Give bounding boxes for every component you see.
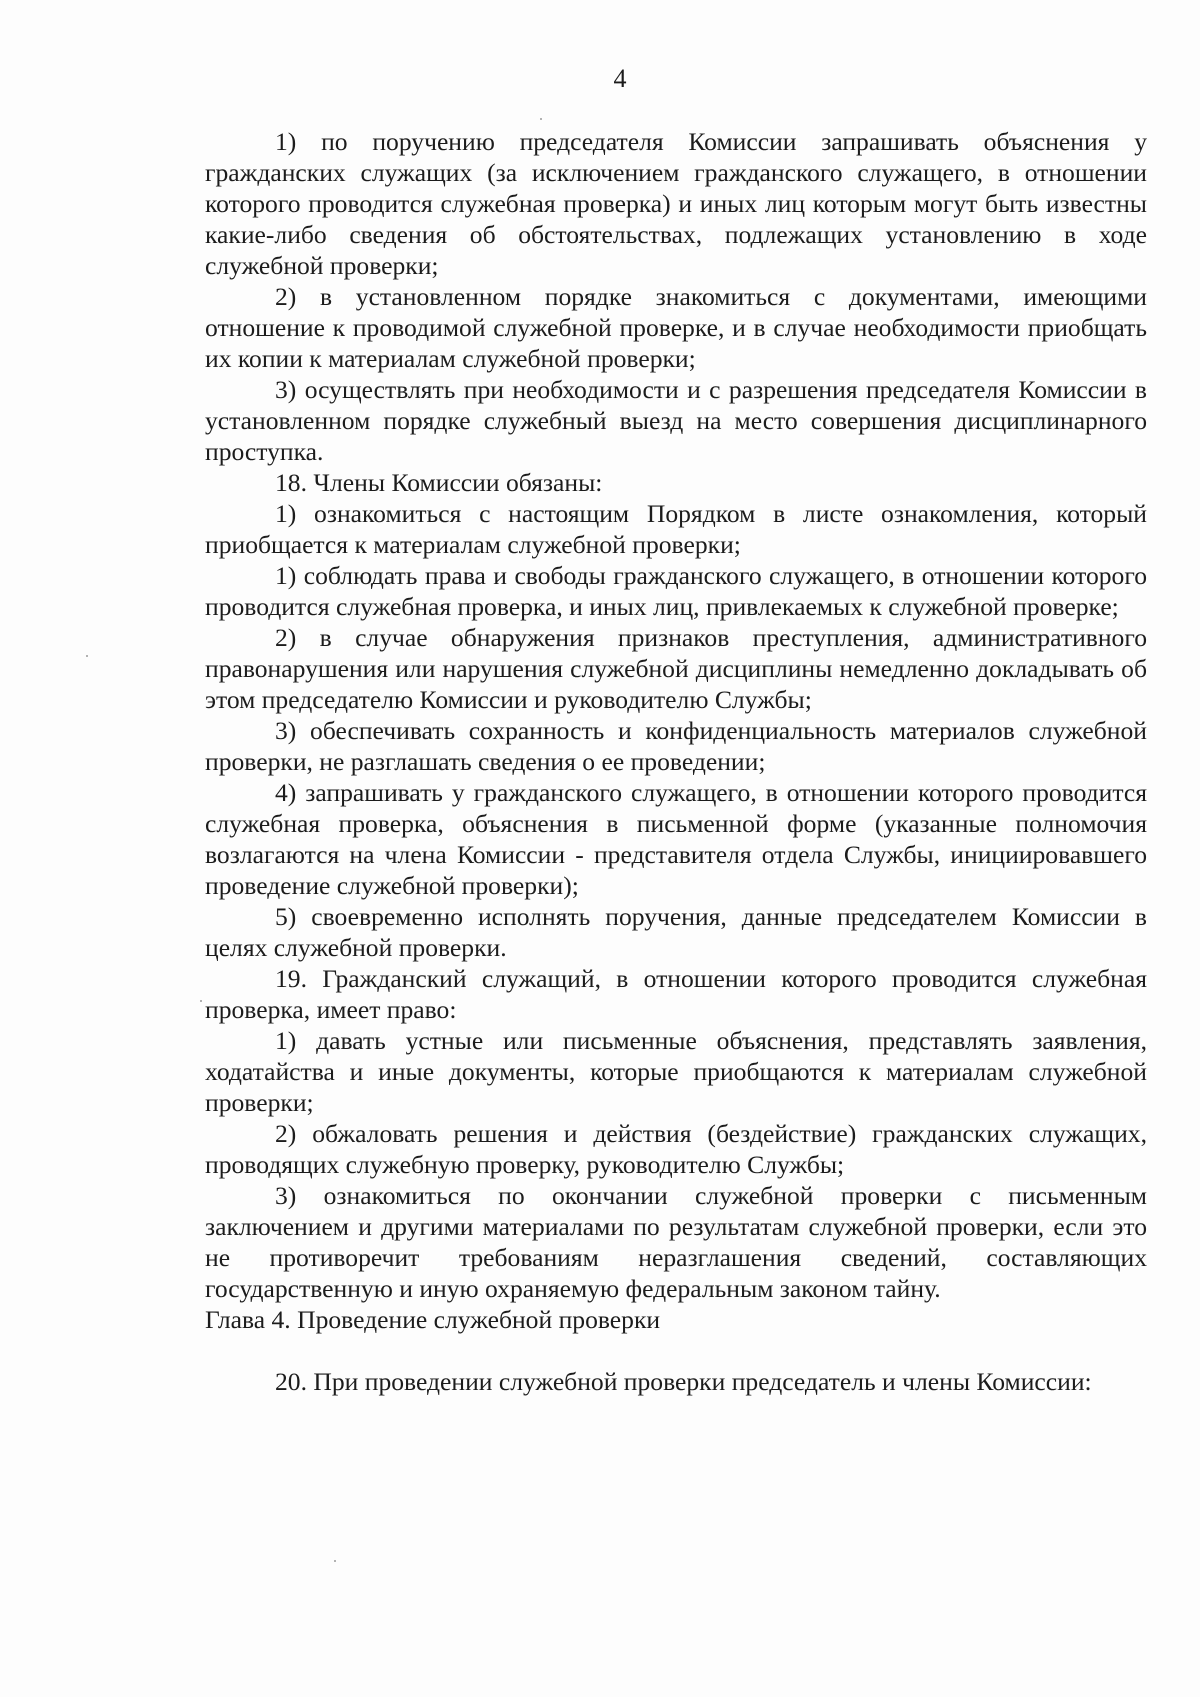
paragraph-18-1a: 1) ознакомиться с настоящим Порядком в листе ознакомления, который приобщается к материалам служебной проверки; bbox=[205, 499, 1147, 559]
paragraph-17-3: 3) осуществлять при необходимости и с разрешения председателя Комиссии в установленном порядке служебный выезд на место совершения дисциплинарного проступка. bbox=[205, 375, 1147, 466]
paragraph-19-heading: 19. Гражданский служащий, в отношении которого проводится служебная проверка, имеет право: bbox=[205, 964, 1147, 1024]
paragraph-17-1: 1) по поручению председателя Комиссии запрашивать объяснения у гражданских служащих (за исключением гражданского служащего, в отношении которого проводится служебная проверка) и иных лиц которым могут быть известны какие-либо сведения об обстоятельствах, подлежащих установлению в ходе служебной проверки; bbox=[205, 127, 1147, 280]
paragraph-19-1: 1) давать устные или письменные объяснения, представлять заявления, ходатайства и иные документы, которые приобщаются к материалам служебной проверки; bbox=[205, 1026, 1147, 1117]
paragraph-18-3: 3) обеспечивать сохранность и конфиденциальность материалов служебной проверки, не разглашать сведения о ее проведении; bbox=[205, 716, 1147, 776]
paragraph-17-2: 2) в установленном порядке знакомиться с документами, имеющими отношение к проводимой служебной проверке, и в случае необходимости приобщать их копии к материалам служебной проверки; bbox=[205, 282, 1147, 373]
scan-speck bbox=[86, 655, 88, 657]
paragraph-19-3: 3) ознакомиться по окончании служебной проверки с письменным заключением и другими материалами по результатам служебной проверки, если это не противоречит требованиям неразглашения сведений, составляющих государственную и иную охраняемую федеральным законом тайну. bbox=[205, 1181, 1147, 1303]
scan-speck bbox=[540, 118, 542, 120]
chapter-heading: Глава 4. Проведение служебной проверки bbox=[205, 1305, 661, 1334]
paragraph-18-4: 4) запрашивать у гражданского служащего, в отношении которого проводится служебная проверка, объяснения в письменной форме (указанные полномочия возлагаются на члена Комиссии - представителя отдела Службы, инициировавшего проведение служебной проверки); bbox=[205, 778, 1147, 900]
scan-speck bbox=[200, 1000, 202, 1002]
page-number: 4 bbox=[613, 64, 627, 93]
paragraph-18-heading: 18. Члены Комиссии обязаны: bbox=[275, 468, 603, 497]
paragraph-18-1b: 1) соблюдать права и свободы гражданского служащего, в отношении которого проводится служебная проверка, и иных лиц, привлекаемых к служебной проверке; bbox=[205, 561, 1147, 621]
paragraph-18-2: 2) в случае обнаружения признаков преступления, административного правонарушения или нарушения служебной дисциплины немедленно докладывать об этом председателю Комиссии и руководителю Службы; bbox=[205, 623, 1147, 714]
paragraph-20: 20. При проведении служебной проверки председатель и члены Комиссии: bbox=[275, 1367, 1092, 1396]
paragraph-18-5: 5) своевременно исполнять поручения, данные председателем Комиссии в целях служебной проверки. bbox=[205, 902, 1147, 962]
document-body bbox=[205, 126, 1147, 1397]
scan-speck bbox=[334, 1560, 336, 1562]
paragraph-19-2: 2) обжаловать решения и действия (бездействие) гражданских служащих, проводящих служебную проверку, руководителю Службы; bbox=[205, 1119, 1147, 1179]
